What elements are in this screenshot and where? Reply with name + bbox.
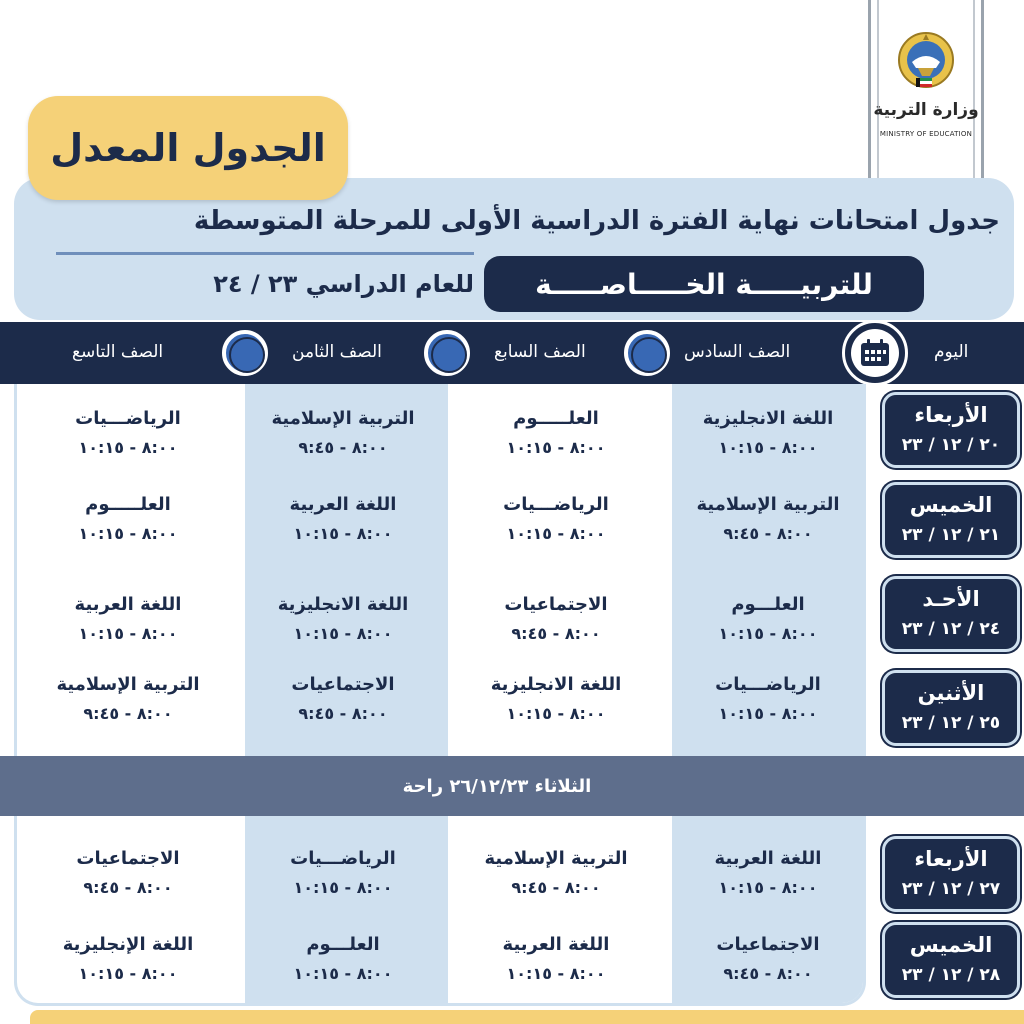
exam-time: ٨:٠٠ - ٩:٤٥ xyxy=(298,704,388,723)
grade-header-6: الصف السادس xyxy=(684,342,791,362)
ministry-name-ar: وزارة التربية xyxy=(873,100,979,120)
day-name: الأحـد xyxy=(922,587,980,611)
exam-subject: التربية الإسلامية xyxy=(271,408,415,429)
exam-subject: اللغة الانجليزية xyxy=(277,594,409,615)
exam-time: ٨:٠٠ - ١٠:١٥ xyxy=(78,964,178,983)
page-title: جدول امتحانات نهاية الفترة الدراسية الأولى للمرحلة المتوسطة xyxy=(193,206,1000,236)
exam-subject: الرياضـــيات xyxy=(715,674,821,695)
exam-time: ٨:٠٠ - ١٠:١٥ xyxy=(718,624,818,643)
ministry-name-en: MINISTRY OF EDUCATION xyxy=(879,130,973,138)
day-box xyxy=(882,482,1020,558)
exam-time: ٨:٠٠ - ١٠:١٥ xyxy=(78,438,178,457)
exam-subject: الرياضـــيات xyxy=(503,494,609,515)
exam-time: ٨:٠٠ - ٩:٤٥ xyxy=(83,878,173,897)
special-education-pill: للتربيـــــة الخـــــاصـــــة xyxy=(484,256,924,312)
calendar-icon xyxy=(860,339,890,367)
day-box xyxy=(882,670,1020,746)
exam-time: ٨:٠٠ - ١٠:١٥ xyxy=(293,964,393,983)
grade-header-7: الصف السابع xyxy=(494,342,586,362)
exam-subject: اللغة الانجليزية xyxy=(490,674,622,695)
exam-time: ٨:٠٠ - ١٠:١٥ xyxy=(718,438,818,457)
exam-subject: التربية الإسلامية xyxy=(484,848,628,869)
grade-7-ring-icon xyxy=(424,330,470,376)
exam-subject: الرياضـــيات xyxy=(75,408,181,429)
exam-subject: اللغة العربية xyxy=(502,934,610,955)
exam-subject: اللغة العربية xyxy=(74,594,182,615)
day-box xyxy=(882,392,1020,468)
exam-subject: العلـــوم xyxy=(306,934,380,955)
exam-time: ٨:٠٠ - ١٠:١٥ xyxy=(78,624,178,643)
exam-time: ٨:٠٠ - ٩:٤٥ xyxy=(511,878,601,897)
day-date: ٢٥ / ١٢ / ٢٣ xyxy=(901,713,1001,733)
exam-subject: اللغة الانجليزية xyxy=(702,408,834,429)
exam-subject: الاجتماعيات xyxy=(504,594,608,615)
day-name: الخميس xyxy=(909,493,993,517)
day-box xyxy=(882,922,1020,998)
day-name: الخميس xyxy=(909,933,993,957)
day-date: ٢١ / ١٢ / ٢٣ xyxy=(901,525,1001,545)
bottom-accent-strip xyxy=(30,1010,1024,1024)
day-box xyxy=(882,836,1020,912)
exam-time: ٨:٠٠ - ٩:٤٥ xyxy=(723,524,813,543)
day-box xyxy=(882,576,1020,652)
kuwait-emblem-icon xyxy=(896,32,956,94)
exam-time: ٨:٠٠ - ١٠:١٥ xyxy=(718,704,818,723)
exam-time: ٨:٠٠ - ١٠:١٥ xyxy=(506,438,606,457)
grade-header-9: الصف التاسع xyxy=(72,342,164,362)
day-date: ٢٠ / ١٢ / ٢٣ xyxy=(901,435,1001,455)
exam-subject: اللغة العربية xyxy=(714,848,822,869)
day-name: الأثنين xyxy=(917,681,985,705)
exam-time: ٨:٠٠ - ١٠:١٥ xyxy=(506,524,606,543)
academic-year: للعام الدراسي ٢٣ / ٢٤ xyxy=(213,270,474,298)
day-name: الأربعاء xyxy=(914,403,988,427)
exam-time: ٨:٠٠ - ١٠:١٥ xyxy=(506,704,606,723)
exam-subject: اللغة الإنجليزية xyxy=(62,934,194,955)
exam-time: ٨:٠٠ - ٩:٤٥ xyxy=(723,964,813,983)
exam-time: ٨:٠٠ - ١٠:١٥ xyxy=(506,964,606,983)
exam-time: ٨:٠٠ - ٩:٤٥ xyxy=(511,624,601,643)
exam-time: ٨:٠٠ - ١٠:١٥ xyxy=(293,878,393,897)
exam-time: ٨:٠٠ - ١٠:١٥ xyxy=(78,524,178,543)
day-date: ٢٤ / ١٢ / ٢٣ xyxy=(901,619,1001,639)
exam-time: ٨:٠٠ - ٩:٤٥ xyxy=(298,438,388,457)
exam-subject: اللغة العربية xyxy=(289,494,397,515)
rest-day-bar xyxy=(0,756,1024,816)
grade-6-column-stripe xyxy=(672,384,866,1006)
exam-subject: الاجتماعيات xyxy=(716,934,820,955)
exam-subject: الاجتماعيات xyxy=(76,848,180,869)
exam-time: ٨:٠٠ - ١٠:١٥ xyxy=(718,878,818,897)
schedule-grid xyxy=(14,384,866,1006)
exam-subject: العلـــــوم xyxy=(85,494,171,515)
exam-time: ٨:٠٠ - ١٠:١٥ xyxy=(293,624,393,643)
exam-subject: التربية الإسلامية xyxy=(56,674,200,695)
calendar-icon-ring xyxy=(842,320,908,386)
grade-header-8: الصف الثامن xyxy=(292,342,382,362)
exam-subject: الرياضـــيات xyxy=(290,848,396,869)
day-column-label: اليوم xyxy=(934,342,969,362)
day-date: ٢٧ / ١٢ / ٢٣ xyxy=(901,879,1001,899)
exam-subject: التربية الإسلامية xyxy=(696,494,840,515)
exam-subject: العلـــــوم xyxy=(513,408,599,429)
day-date: ٢٨ / ١٢ / ٢٣ xyxy=(901,965,1001,985)
revised-schedule-badge: الجدول المعدل xyxy=(28,96,348,200)
title-underline xyxy=(56,252,474,255)
exam-time: ٨:٠٠ - ٩:٤٥ xyxy=(83,704,173,723)
grade-8-column-stripe xyxy=(245,384,448,1006)
grade-6-ring-icon xyxy=(624,330,670,376)
exam-time: ٨:٠٠ - ١٠:١٥ xyxy=(293,524,393,543)
exam-subject: الاجتماعيات xyxy=(291,674,395,695)
rest-day-label: الثلاثاء ٢٦/١٢/٢٣ راحة xyxy=(402,775,592,797)
exam-subject: العلـــوم xyxy=(731,594,805,615)
day-name: الأربعاء xyxy=(914,847,988,871)
grade-8-ring-icon xyxy=(222,330,268,376)
